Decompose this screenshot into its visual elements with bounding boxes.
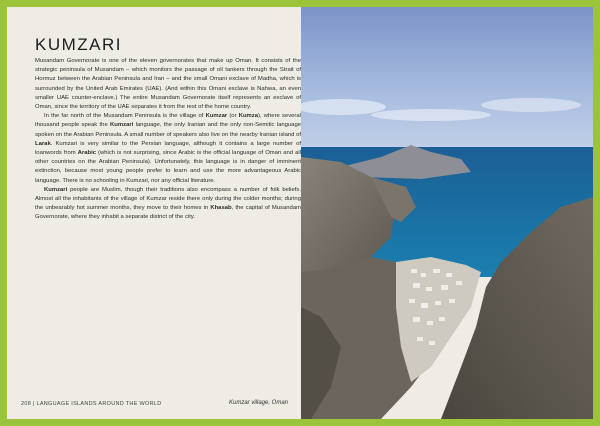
bold-term: Kumzari <box>44 186 68 193</box>
paragraph <box>35 112 301 186</box>
text-run: people are Muslim, though their traditions also encompass a number of folk beliefs. Almost all the inhabitants of the village of Kumzar reside there only during the colder months; during the unbearably hot summer months, they move to their homes in <box>35 186 301 212</box>
paragraph <box>35 186 301 223</box>
text-run: (or <box>227 113 239 120</box>
bold-term: Kumzari <box>110 122 134 129</box>
text-run: Musandam Governorate is one of the eleven governorates that make up Oman. It consists of the strategic peninsula of Musandam – which monitors the passage of oil tankers through the Strait of Hormuz between the Arabian Peninsula and Iran – and the small Omani exclave of Madha, which is surrounded by the United Arab Emirates (UAE). (And within this Omani exclave is Nahwa, an even smaller UAE counter-enclave.) The entire Musandam Governorate itself represents an exclave of Oman, since the territory of the UAE separates it from the rest of the home country. <box>35 58 301 111</box>
text-run: (which is not surprising, since Arabic is the official language of Oman and all other countries on the Arabian Peninsula). Unfortunately, this language is in danger of imminent extinction, because most young people prefer to learn and use the more advantageous Arabic language. There is no schooling in Kumzari, nor any official literature. <box>35 150 301 184</box>
bold-term: Arabic <box>77 150 97 157</box>
page-title: KUMZARI <box>35 35 122 54</box>
bold-term: Khasab <box>210 205 232 212</box>
bold-term: Larak <box>35 140 51 147</box>
text-run: ), where several thousand people speak the <box>35 113 301 129</box>
kumzar-village-photo <box>301 7 593 419</box>
left-page <box>7 7 301 419</box>
bold-term: Kumza <box>238 113 259 120</box>
sky <box>301 7 593 167</box>
bold-term: Kumzar <box>205 113 228 120</box>
text-run: . Kumzari is very similar to the Persian language, although it contains a large number of loanwords from <box>35 140 301 157</box>
page-folio: 208 | LANGUAGE ISLANDS AROUND THE WORLD <box>21 401 162 407</box>
text-run: In the far north of the Musandam Peninsula is the village of <box>44 113 206 120</box>
text-run: , the capital of Musandam Governorate, where they inhabit a separate district of the city. <box>35 205 301 221</box>
photo-caption: Kumzar village, Oman <box>229 400 289 406</box>
article-body <box>35 57 301 223</box>
landscape-illustration <box>301 7 593 419</box>
text-run: language, the only Iranian and the only non-Semitic language spoken on the Arabian Peninsula. A small number of speakers also live on the nearby Iranian island of <box>35 122 301 138</box>
paragraph <box>35 57 301 112</box>
book-spread <box>7 7 593 419</box>
